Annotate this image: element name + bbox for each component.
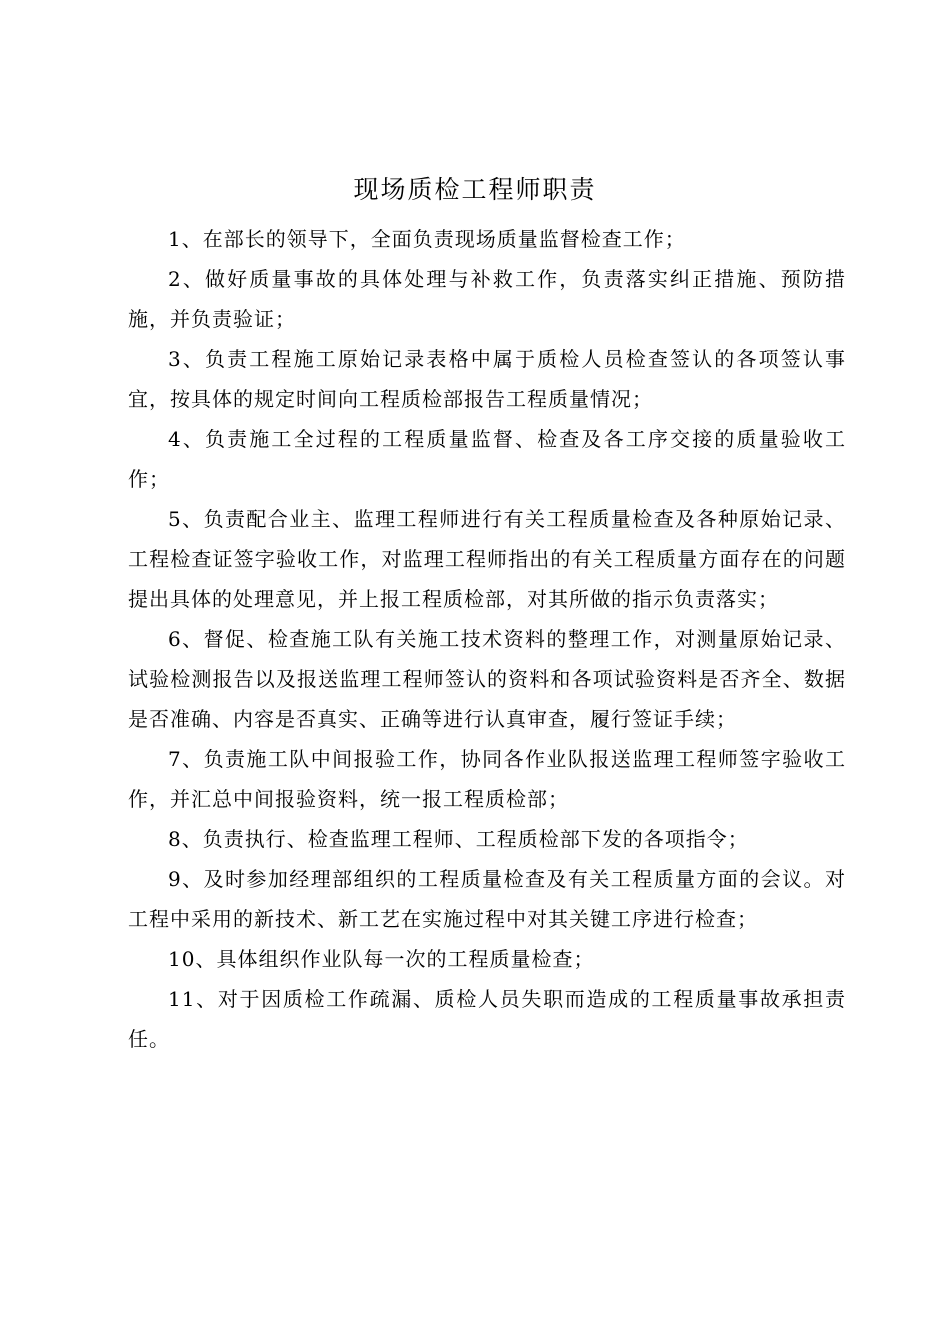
duty-paragraph-9: 9、及时参加经理部组织的工程质量检查及有关工程质量方面的会议。对工程中采用的新技术、新工艺在实施过程中对其关键工序进行检查； — [128, 867, 846, 931]
duty-paragraph-2: 2、做好质量事故的具体处理与补救工作，负责落实纠正措施、预防措施，并负责验证； — [128, 267, 846, 331]
duty-paragraph-3: 3、负责工程施工原始记录表格中属于质检人员检查签认的各项签认事宜，按具体的规定时间向工程质检部报告工程质量情况； — [128, 347, 846, 411]
duty-paragraph-6: 6、督促、检查施工队有关施工技术资料的整理工作，对测量原始记录、试验检测报告以及报送监理工程师签认的资料和各项试验资料是否齐全、数据是否准确、内容是否真实、正确等进行认真审查，履行签证手续； — [128, 627, 846, 731]
duty-paragraph-10: 10、具体组织作业队每一次的工程质量检查； — [168, 947, 595, 971]
document-title: 现场质检工程师职责 — [353, 175, 597, 204]
duty-paragraph-5: 5、负责配合业主、监理工程师进行有关工程质量检查及各种原始记录、工程检查证签字验收工作，对监理工程师指出的有关工程质量方面存在的问题提出具体的处理意见，并上报工程质检部，对其所做的指示负责落实； — [128, 507, 846, 611]
duty-paragraph-8: 8、负责执行、检查监理工程师、工程质检部下发的各项指令； — [168, 827, 749, 851]
duty-paragraph-4: 4、负责施工全过程的工程质量监督、检查及各工序交接的质量验收工作； — [128, 427, 846, 491]
duty-paragraph-1: 1、在部长的领导下，全面负责现场质量监督检查工作； — [168, 227, 686, 251]
document-body — [128, 219, 846, 1059]
duty-paragraph-11: 11、对于因质检工作疏漏、质检人员失职而造成的工程质量事故承担责任。 — [128, 987, 846, 1051]
duty-paragraph-7: 7、负责施工队中间报验工作，协同各作业队报送监理工程师签字验收工作，并汇总中间报验资料，统一报工程质检部； — [128, 747, 846, 811]
